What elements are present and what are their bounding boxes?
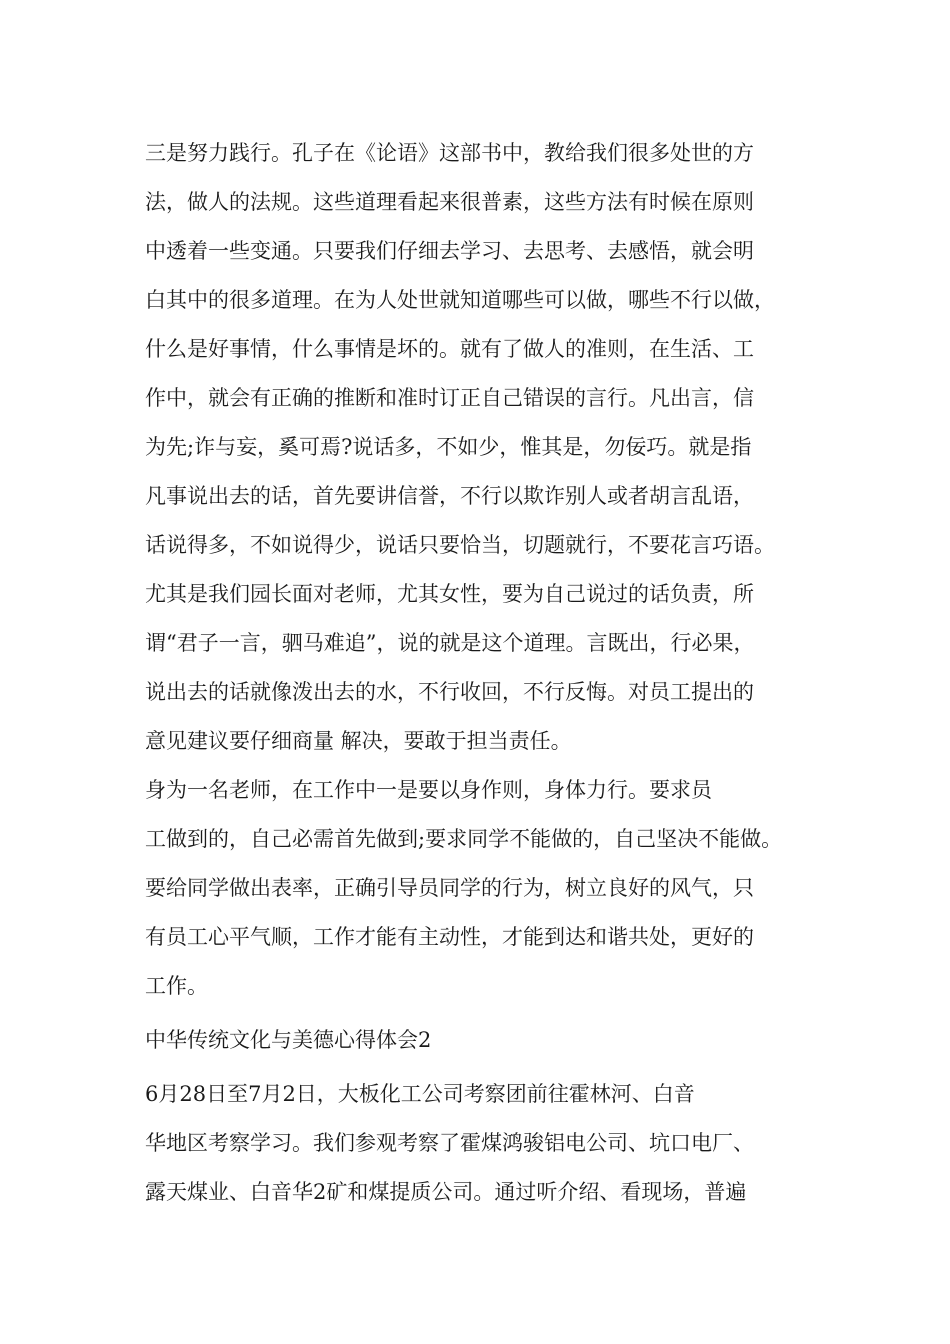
text-line: 工作。 [145,974,208,998]
text-line: 华地区考察学习。我们参观考察了霍煤鸿骏铝电公司、坑口电厂、 [145,1131,754,1155]
text-line: 说出去的话就像泼出去的水，不行收回，不行反悔。对员工提出的 [145,680,754,704]
text-line: 为先;诈与妄，奚可焉?说话多，不如少，惟其是，勿佞巧。就是指 [145,435,752,459]
section-heading: 中华传统文化与美德心得体会2 [145,1028,432,1052]
text-line: 6月28日至7月2日，大板化工公司考察团前往霍林河、白音 [145,1082,695,1106]
text-line: 法，做人的法规。这些道理看起来很普素，这些方法有时候在原则 [145,190,754,214]
text-line: 中透着一些变通。只要我们仔细去学习、去思考、去感悟，就会明 [145,239,754,263]
text-line: 意见建议要仔细商量 解决，要敢于担当责任。 [145,729,572,753]
text-line: 工做到的，自己必需首先做到;要求同学不能做的，自己坚决不能做。 [145,827,783,851]
text-line: 身为一名老师，在工作中一是要以身作则，身体力行。要求员 [145,778,712,802]
text-line: 有员工心平气顺，工作才能有主动性，才能到达和谐共处，更好的 [145,925,754,949]
text-line: 话说得多，不如说得少，说话只要恰当，切题就行，不要花言巧语。 [145,533,775,557]
text-line: 露天煤业、白音华2矿和煤提质公司。通过听介绍、看现场，普遍 [145,1180,747,1204]
text-line: 什么是好事情，什么事情是坏的。就有了做人的准则，在生活、工 [145,337,754,361]
text-line: 尤其是我们园长面对老师，尤其女性，要为自己说过的话负责，所 [145,582,754,606]
text-line: 谓“君子一言，驷马难追”，说的就是这个道理。言既出，行必果， [145,631,755,655]
text-line: 作中，就会有正确的推断和准时订正自己错误的言行。凡出言，信 [145,386,754,410]
text-line: 要给同学做出表率，正确引导员同学的行为，树立良好的风气，只 [145,876,754,900]
text-line: 凡事说出去的话，首先要讲信誉，不行以欺诈别人或者胡言乱语， [145,484,754,508]
text-line: 白其中的很多道理。在为人处世就知道哪些可以做，哪些不行以做， [145,288,775,312]
text-line: 三是努力践行。孔子在《论语》这部书中，教给我们很多处世的方 [145,141,754,165]
